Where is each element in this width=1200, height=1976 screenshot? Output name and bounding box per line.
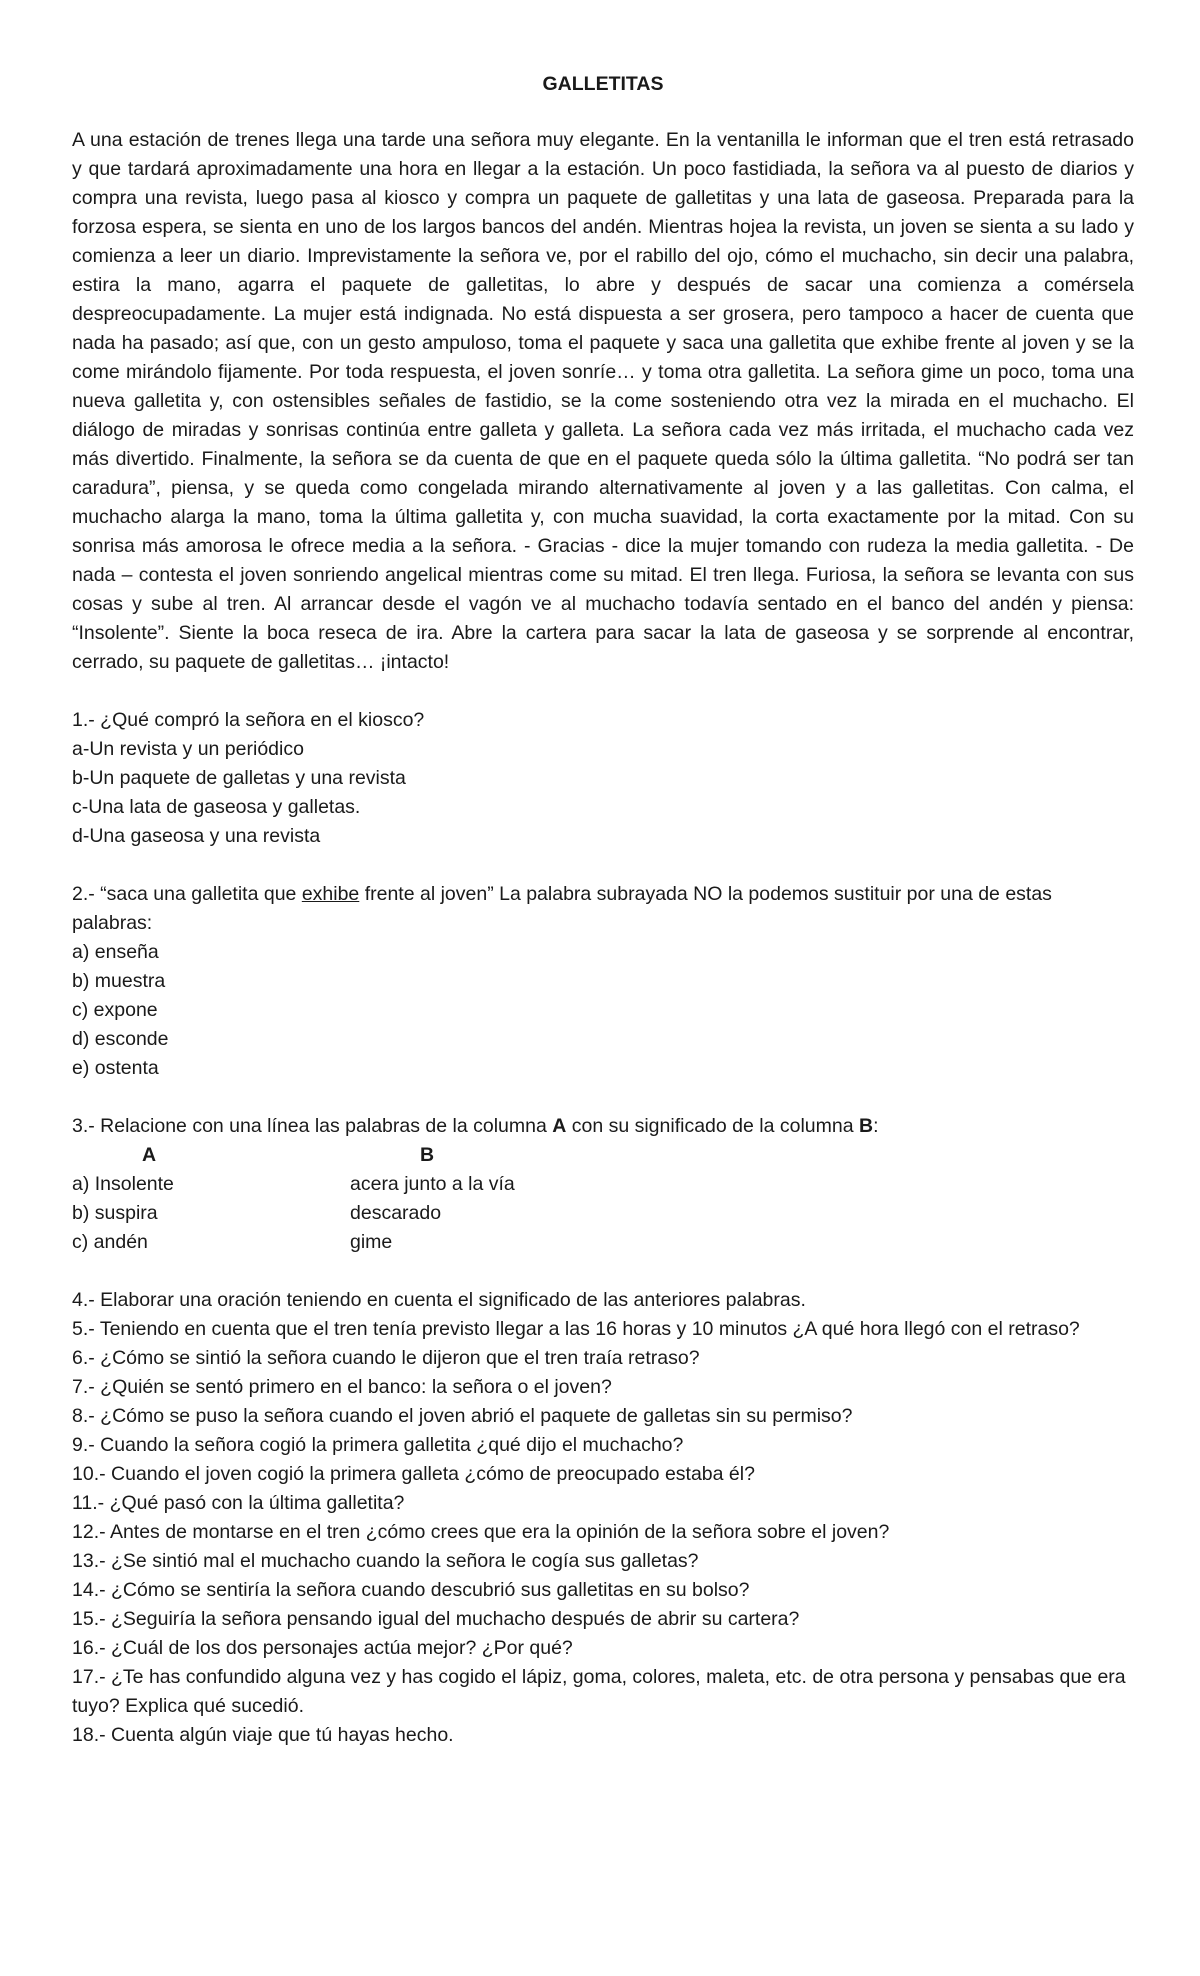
question-item: 11.- ¿Qué pasó con la última galletita? bbox=[72, 1492, 405, 1514]
underlined-word: exhibe bbox=[301, 883, 360, 905]
column-b-ref: B bbox=[858, 1115, 874, 1137]
question-3-text bbox=[72, 1112, 1134, 1141]
question-1-option: d-Una gaseosa y una revista bbox=[72, 825, 321, 847]
question-1-option: a-Un revista y un periódico bbox=[72, 738, 304, 760]
column-a-item: b) suspira bbox=[72, 1202, 158, 1224]
question-item: 4.- Elaborar una oración teniendo en cuenta el significado de las anteriores palabras. bbox=[72, 1289, 806, 1311]
question-item: 8.- ¿Cómo se puso la señora cuando el joven abrió el paquete de galletas sin su permiso? bbox=[72, 1405, 853, 1427]
question-2-text bbox=[72, 880, 1134, 938]
column-b-item: acera junto a la vía bbox=[350, 1173, 515, 1195]
question-item: 14.- ¿Cómo se sentiría la señora cuando descubrió sus galletitas en su bolso? bbox=[72, 1579, 750, 1601]
column-b-item: gime bbox=[350, 1231, 393, 1253]
question-1-text: 1.- ¿Qué compró la señora en el kiosco? bbox=[72, 709, 425, 731]
question-item: 5.- Teniendo en cuenta que el tren tenía previsto llegar a las 16 horas y 10 minutos ¿A qué hora llegó con el retraso? bbox=[72, 1318, 1080, 1340]
question-item: 6.- ¿Cómo se sintió la señora cuando le dijeron que el tren traía retraso? bbox=[72, 1347, 700, 1369]
question-item: 18.- Cuenta algún viaje que tú hayas hecho. bbox=[72, 1724, 454, 1746]
question-item: 9.- Cuando la señora cogió la primera galletita ¿qué dijo el muchacho? bbox=[72, 1434, 684, 1456]
question-item: 15.- ¿Seguiría la señora pensando igual del muchacho después de abrir su cartera? bbox=[72, 1608, 800, 1630]
question-1-option: c-Una lata de gaseosa y galletas. bbox=[72, 796, 361, 818]
question-2-option: a) enseña bbox=[72, 941, 159, 963]
question-2-option: d) esconde bbox=[72, 1028, 169, 1050]
question-2 bbox=[72, 880, 1134, 1083]
question-list bbox=[72, 1286, 1134, 1750]
question-item: 13.- ¿Se sintió mal el muchacho cuando la señora le cogía sus galletas? bbox=[72, 1550, 699, 1572]
question-3 bbox=[72, 1112, 1134, 1257]
question-item: 7.- ¿Quién se sentó primero en el banco: la señora o el joven? bbox=[72, 1376, 612, 1398]
column-b-header: B bbox=[420, 1144, 435, 1166]
column-a-ref: A bbox=[552, 1115, 567, 1137]
question-3-middle: con su significado de la columna bbox=[566, 1115, 859, 1137]
column-a-header: A bbox=[142, 1144, 157, 1166]
story-paragraph: A una estación de trenes llega una tarde una señora muy elegante. En la ventanilla le informan que el tren está retrasado y que tardará aproximadamente una hora en llegar a la estación. Un poco fastidiada, la señora va al puesto de diarios y compra una revista, luego pasa al kiosco y compra un paquete de galletitas y una lata de gaseosa. Preparada para la forzosa espera, se sienta en uno de los largos bancos del andén. Mientras hojea la revista, un joven se sienta a su lado y comienza a leer un diario. Imprevistamente la señora ve, por el rabillo del ojo, cómo el muchacho, sin decir una palabra, estira la mano, agarra el paquete de galletitas, lo abre y después de sacar una comienza a comérsela despreocupadamente. La mujer está indignada. No está dispuesta a ser grosera, pero tampoco a hacer de cuenta que nada ha pasado; así que, con un gesto ampuloso, toma el paquete y saca una galletita que exhibe frente al joven y se la come mirándolo fijamente. Por toda respuesta, el joven sonríe… y toma otra galletita. La señora gime un poco, toma una nueva galletita y, con ostensibles señales de fastidio, se la come sosteniendo otra vez la mirada en el muchacho. El diálogo de miradas y sonrisas continúa entre galleta y galleta. La señora cada vez más irritada, el muchacho cada vez más divertido. Finalmente, la señora se da cuenta de que en el paquete queda sólo la última galletita. “No podrá ser tan caradura”, piensa, y se queda como congelada mirando alternativamente al joven y a las galletitas. Con calma, el muchacho alarga la mano, toma la última galletita y, con mucha suavidad, la corta exactamente por la mitad. Con su sonrisa más amorosa le ofrece media a la señora. - Gracias - dice la mujer tomando con rudeza la media galletita. - De nada – contesta el joven sonriendo angelical mientras come su mitad. El tren llega. Furiosa, la señora se levanta con sus cosas y sube al tren. Al arrancar desde el vagón ve al muchacho todavía sentado en el banco del andén y piensa: “Insolente”. Siente la boca reseca de ira. Abre la cartera para sacar la lata de gaseosa y se sorprende al encontrar, cerrado, su paquete de galletitas… ¡intacto! bbox=[72, 129, 1134, 673]
document-page bbox=[72, 70, 1134, 1750]
question-3-suffix: : bbox=[873, 1115, 879, 1137]
question-2-option: b) muestra bbox=[72, 970, 166, 992]
question-2-suffix: frente al joven” La palabra subrayada NO la podemos sustituir por una de estas palabras: bbox=[72, 883, 1052, 934]
column-b-item: descarado bbox=[350, 1202, 442, 1224]
column-a-item: a) Insolente bbox=[72, 1173, 174, 1195]
question-item: 10.- Cuando el joven cogió la primera galleta ¿cómo de preocupado estaba él? bbox=[72, 1463, 755, 1485]
question-item: 12.- Antes de montarse en el tren ¿cómo crees que era la opinión de la señora sobre el joven? bbox=[72, 1521, 890, 1543]
question-1-option: b-Un paquete de galletas y una revista bbox=[72, 767, 406, 789]
question-item: 16.- ¿Cuál de los dos personajes actúa mejor? ¿Por qué? bbox=[72, 1637, 573, 1659]
question-2-option: c) expone bbox=[72, 999, 158, 1021]
question-3-prefix: 3.- Relacione con una línea las palabras de la columna bbox=[72, 1115, 553, 1137]
question-2-option: e) ostenta bbox=[72, 1057, 159, 1079]
question-1 bbox=[72, 706, 1134, 851]
document-title: GALLETITAS bbox=[542, 73, 664, 95]
question-2-prefix: 2.- “saca una galletita que bbox=[72, 883, 302, 905]
question-item: 17.- ¿Te has confundido alguna vez y has cogido el lápiz, goma, colores, maleta, etc. de otra persona y pensabas que era tuyo? Explica qué sucedió. bbox=[72, 1666, 1126, 1717]
matching-table bbox=[72, 1141, 1134, 1257]
column-a-item: c) andén bbox=[72, 1231, 148, 1253]
